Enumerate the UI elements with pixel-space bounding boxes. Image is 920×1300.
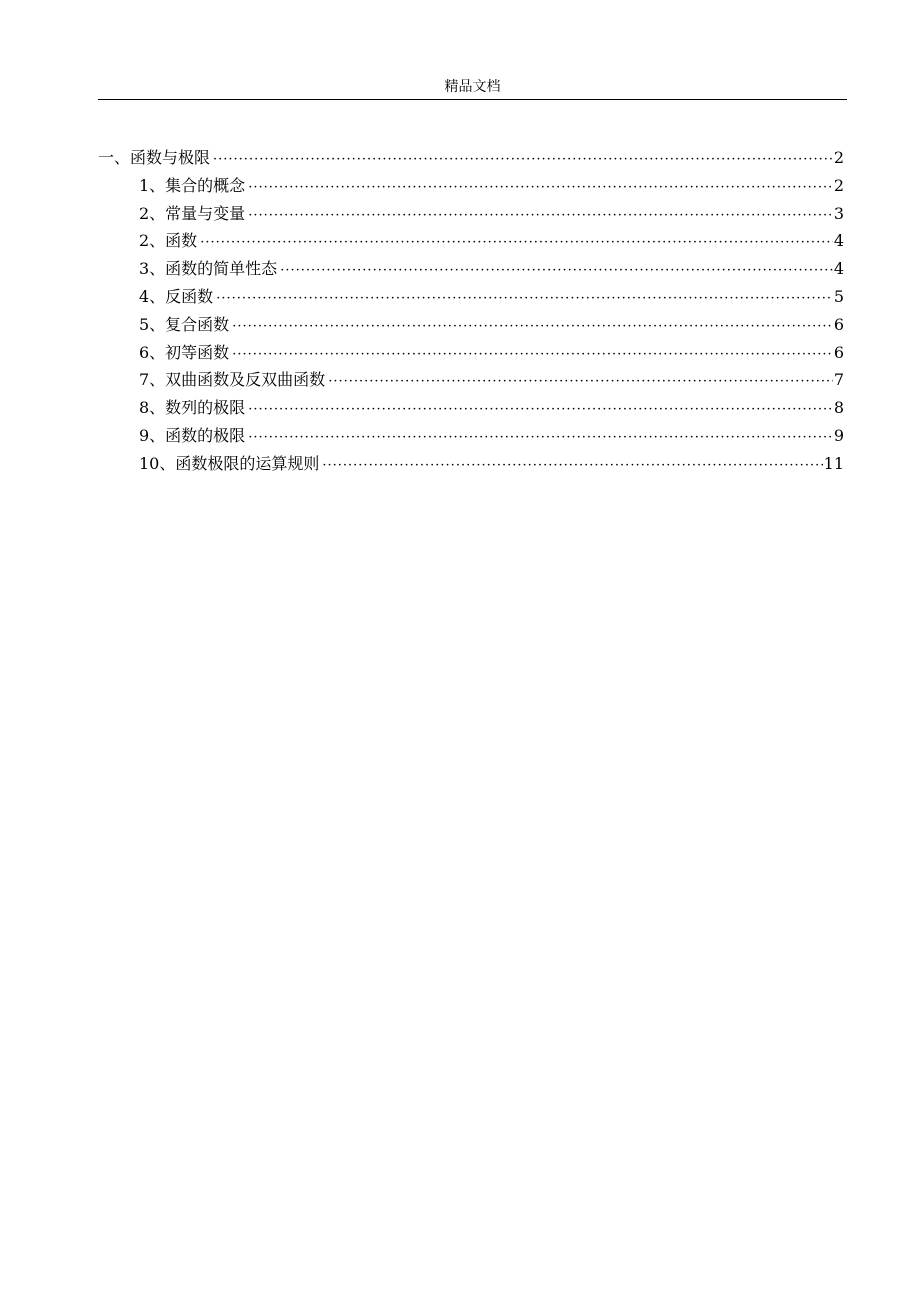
toc-entry[interactable] [98,258,844,286]
toc-dot-leader [232,344,833,366]
toc-entry[interactable] [98,342,844,370]
toc-entry[interactable] [98,425,844,453]
toc-entry-title: 2、函数 [139,231,198,251]
toc-entry-page: 2 [833,175,844,195]
toc-entry-page: 11 [823,453,844,473]
table-of-contents [98,147,844,481]
toc-dot-leader [322,455,822,477]
toc-entry[interactable] [98,230,844,258]
toc-entry[interactable] [98,203,844,231]
toc-entry-title: 5、复合函数 [139,314,230,334]
toc-dot-leader [280,260,833,282]
toc-entry-title: 1、集合的概念 [139,175,246,195]
toc-dot-leader [248,177,833,199]
toc-entry-title: 10、函数极限的运算规则 [139,453,320,473]
header-title: 精品文档 [444,79,501,95]
toc-entry-page: 4 [833,259,844,279]
toc-entry-page: 7 [833,370,844,390]
toc-dot-leader [248,399,833,421]
toc-entry-page: 6 [833,314,844,334]
toc-entry-title: 一、函数与极限 [98,148,211,167]
toc-dot-leader [248,427,833,449]
toc-dot-leader [216,288,833,310]
toc-entry[interactable] [98,369,844,397]
toc-dot-leader [200,232,833,254]
toc-entry-title: 4、反函数 [139,286,214,306]
page-header [98,78,847,100]
toc-entry-title: 2、常量与变量 [139,203,246,223]
toc-entry-page: 2 [833,148,844,167]
toc-entry-page: 3 [833,203,844,223]
toc-entry-title: 6、初等函数 [139,342,230,362]
toc-entry-page: 6 [833,342,844,362]
toc-entry-title: 9、函数的极限 [139,425,246,445]
toc-dot-leader [213,149,833,171]
toc-entry-title: 7、双曲函数及反双曲函数 [139,370,326,390]
toc-entry-page: 8 [833,398,844,418]
toc-entry-page: 9 [833,425,844,445]
toc-entry-title: 3、函数的简单性态 [139,259,278,279]
toc-entry[interactable] [98,314,844,342]
toc-entry[interactable] [98,147,844,175]
toc-entry-page: 4 [833,231,844,251]
toc-dot-leader [248,205,833,227]
toc-entry-title: 8、数列的极限 [139,398,246,418]
toc-entry[interactable] [98,397,844,425]
toc-entry[interactable] [98,453,844,481]
toc-dot-leader [232,316,833,338]
toc-entry[interactable] [98,286,844,314]
toc-dot-leader [328,371,833,393]
toc-entry[interactable] [98,175,844,203]
toc-entry-page: 5 [833,286,844,306]
